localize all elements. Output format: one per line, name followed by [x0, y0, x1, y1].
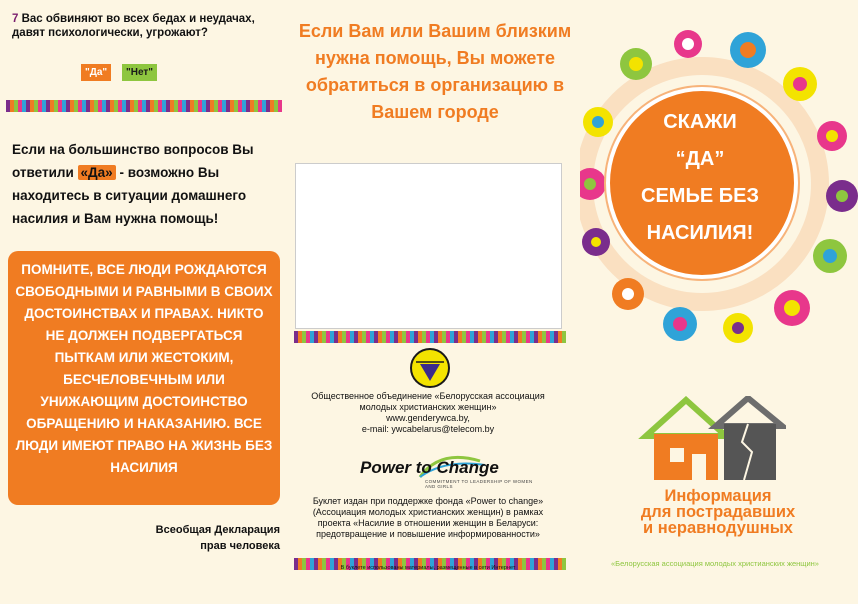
left-panel: [0, 0, 286, 604]
human-rights-callout: ПОМНИТЕ, ВСЕ ЛЮДИ РОЖДАЮТСЯ СВОБОДНЫМИ И РАВНЫМИ В СВОИХ ДОСТОИНСТВАХ И ПРАВАХ. НИКТО НЕ ДОЛЖЕН ПОДВЕРГАТЬСЯ ПЫТКАМ ИЛИ ЖЕСТОКИМ, БЕСЧЕЛОВЕЧНЫМ ИЛИ УНИЖАЮЩИМ ДОСТОИНСТВО ОБРАЩЕНИЮ И НАКАЗАНИЮ. ВСЕ ЛЮДИ ИМЕЮТ ПРАВО НА ЖИЗНЬ БЕЗ НАСИЛИЯ: [8, 251, 280, 505]
booklet-credit: Буклет издан при поддержке фонда «Power to change» (Ассоциация молодых христианских женщин) в рамках проекта «Насилие в отношении женщин в Беларуси: предотвращение и повышение информированности»: [312, 496, 544, 539]
organization-info: [300, 391, 556, 435]
conclusion-text: [12, 138, 280, 230]
org-email: e-mail: ywcabelarus@telecom.by: [361, 424, 495, 434]
ptc-logo-subtitle: COMMITMENT TO LEADERSHIP OF WOMEN AND GIRLS: [425, 479, 533, 489]
slogan-line-3: СЕМЬЕ БЕЗ: [641, 185, 759, 207]
decorative-border: [6, 100, 282, 112]
question-number: 7: [12, 13, 19, 25]
source-line-1: Всеобщая Декларация: [155, 524, 280, 536]
declaration-source: [100, 522, 280, 554]
slogan-line-2: “ДА”: [675, 148, 725, 170]
slogan-line-4: НАСИЛИЯ!: [646, 222, 754, 244]
question-text: Вас обвиняют во всех бедах и неудачах, давят психологически, угрожают?: [12, 13, 255, 39]
yes-answer-chip: "Да": [81, 64, 111, 81]
decorative-border: [294, 331, 566, 343]
info-title: [608, 488, 828, 536]
slogan: [612, 104, 788, 252]
conclusion-part2: - возможно Вы находитесь в ситуации домашнего насилия и Вам нужна помощь!: [12, 165, 247, 226]
info-line-3: и неравнодушных: [643, 519, 793, 537]
info-line-1: Информация: [664, 487, 772, 505]
power-to-change-logo-icon: [360, 455, 540, 487]
info-line-2: для пострадавших: [640, 503, 796, 521]
conclusion-part1: Если на большинство вопросов Вы ответили: [12, 142, 254, 180]
question-7: [12, 12, 277, 40]
houses-icon: [636, 396, 786, 482]
no-answer-chip: "Нет": [122, 64, 157, 81]
source-line-2: прав человека: [200, 540, 280, 552]
address-placeholder-box: [295, 163, 562, 329]
conclusion-highlight: «Да»: [78, 165, 116, 180]
org-name: Общественное объединение «Белорусская ассоциация молодых христианских женщин»: [311, 391, 545, 412]
association-name: «Белорусская ассоциация молодых христианских женщин»: [611, 559, 819, 568]
footnote: В буклете использованы материалы, размещенные в сети Интернет: [340, 565, 516, 571]
slogan-line-1: СКАЖИ: [663, 111, 737, 133]
ptc-logo-text: Power to Change: [360, 458, 499, 477]
ywca-triangle-logo-icon: [410, 348, 450, 388]
org-website: www.genderywca.by,: [386, 413, 470, 423]
help-call-to-action: Если Вам или Вашим близким нужна помощь, Вы можете обратиться в организацию в Вашем городе: [298, 21, 572, 122]
